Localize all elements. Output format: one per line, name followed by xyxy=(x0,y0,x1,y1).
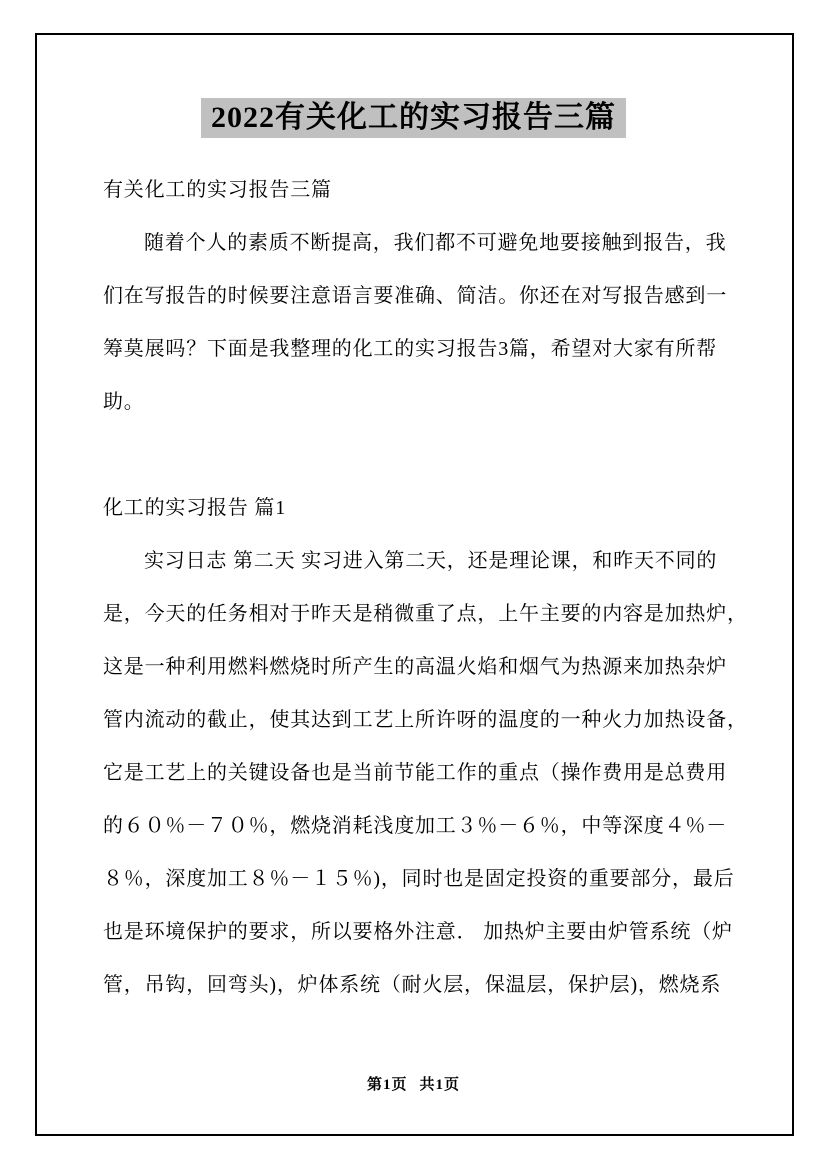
page-footer xyxy=(0,1074,827,1096)
title-row xyxy=(0,98,827,138)
text-line: 这是一种利用燃料燃烧时所产生的高温火焰和烟气为热源来加热杂炉 xyxy=(103,656,727,678)
text-line: ８％，深度加工８％－１５％)，同时也是固定投资的重要部分，最后 xyxy=(103,868,735,890)
document-body xyxy=(103,164,748,1012)
text-line: 助。 xyxy=(103,391,145,413)
footer-current-page: 第1页 xyxy=(366,1077,408,1093)
section-heading: 化工的实习报告 篇1 xyxy=(103,497,286,519)
footer-total-pages: 共1页 xyxy=(419,1077,461,1093)
text-line: 有关化工的实习报告三篇 xyxy=(103,179,332,201)
text-line: 随着个人的素质不断提高，我们都不可避免地要接触到报告，我 xyxy=(144,232,727,254)
text-line: 它是工艺上的关键设备也是当前节能工作的重点（操作费用是总费用 xyxy=(103,762,727,784)
text-line: 管内流动的截止，使其达到工艺上所许呀的温度的一种火力加热设备， xyxy=(103,709,748,731)
text-line: 是，今天的任务相对于昨天是稍微重了点，上午主要的内容是加热炉， xyxy=(103,603,748,625)
text-line: 实习日志 第二天 实习进入第二天，还是理论课，和昨天不同的 xyxy=(144,550,718,572)
text-line: 筹莫展吗？下面是我整理的化工的实习报告3篇，希望对大家有所帮 xyxy=(103,338,717,360)
text-line: 的６０％－７０％，燃烧消耗浅度加工３％－６％，中等深度４％－ xyxy=(103,815,727,837)
text-line: 们在写报告的时候要注意语言要准确、简洁。你还在对写报告感到一 xyxy=(103,285,727,307)
text-line: 也是环境保护的要求，所以要格外注意． 加热炉主要由炉管系统（炉 xyxy=(103,921,733,943)
blank-line xyxy=(103,429,727,482)
document-title: 2022有关化工的实习报告三篇 xyxy=(201,98,626,138)
text-line: 管，吊钩，回弯头)，炉体系统（耐火层，保温层，保护层)，燃烧系 xyxy=(103,974,722,996)
